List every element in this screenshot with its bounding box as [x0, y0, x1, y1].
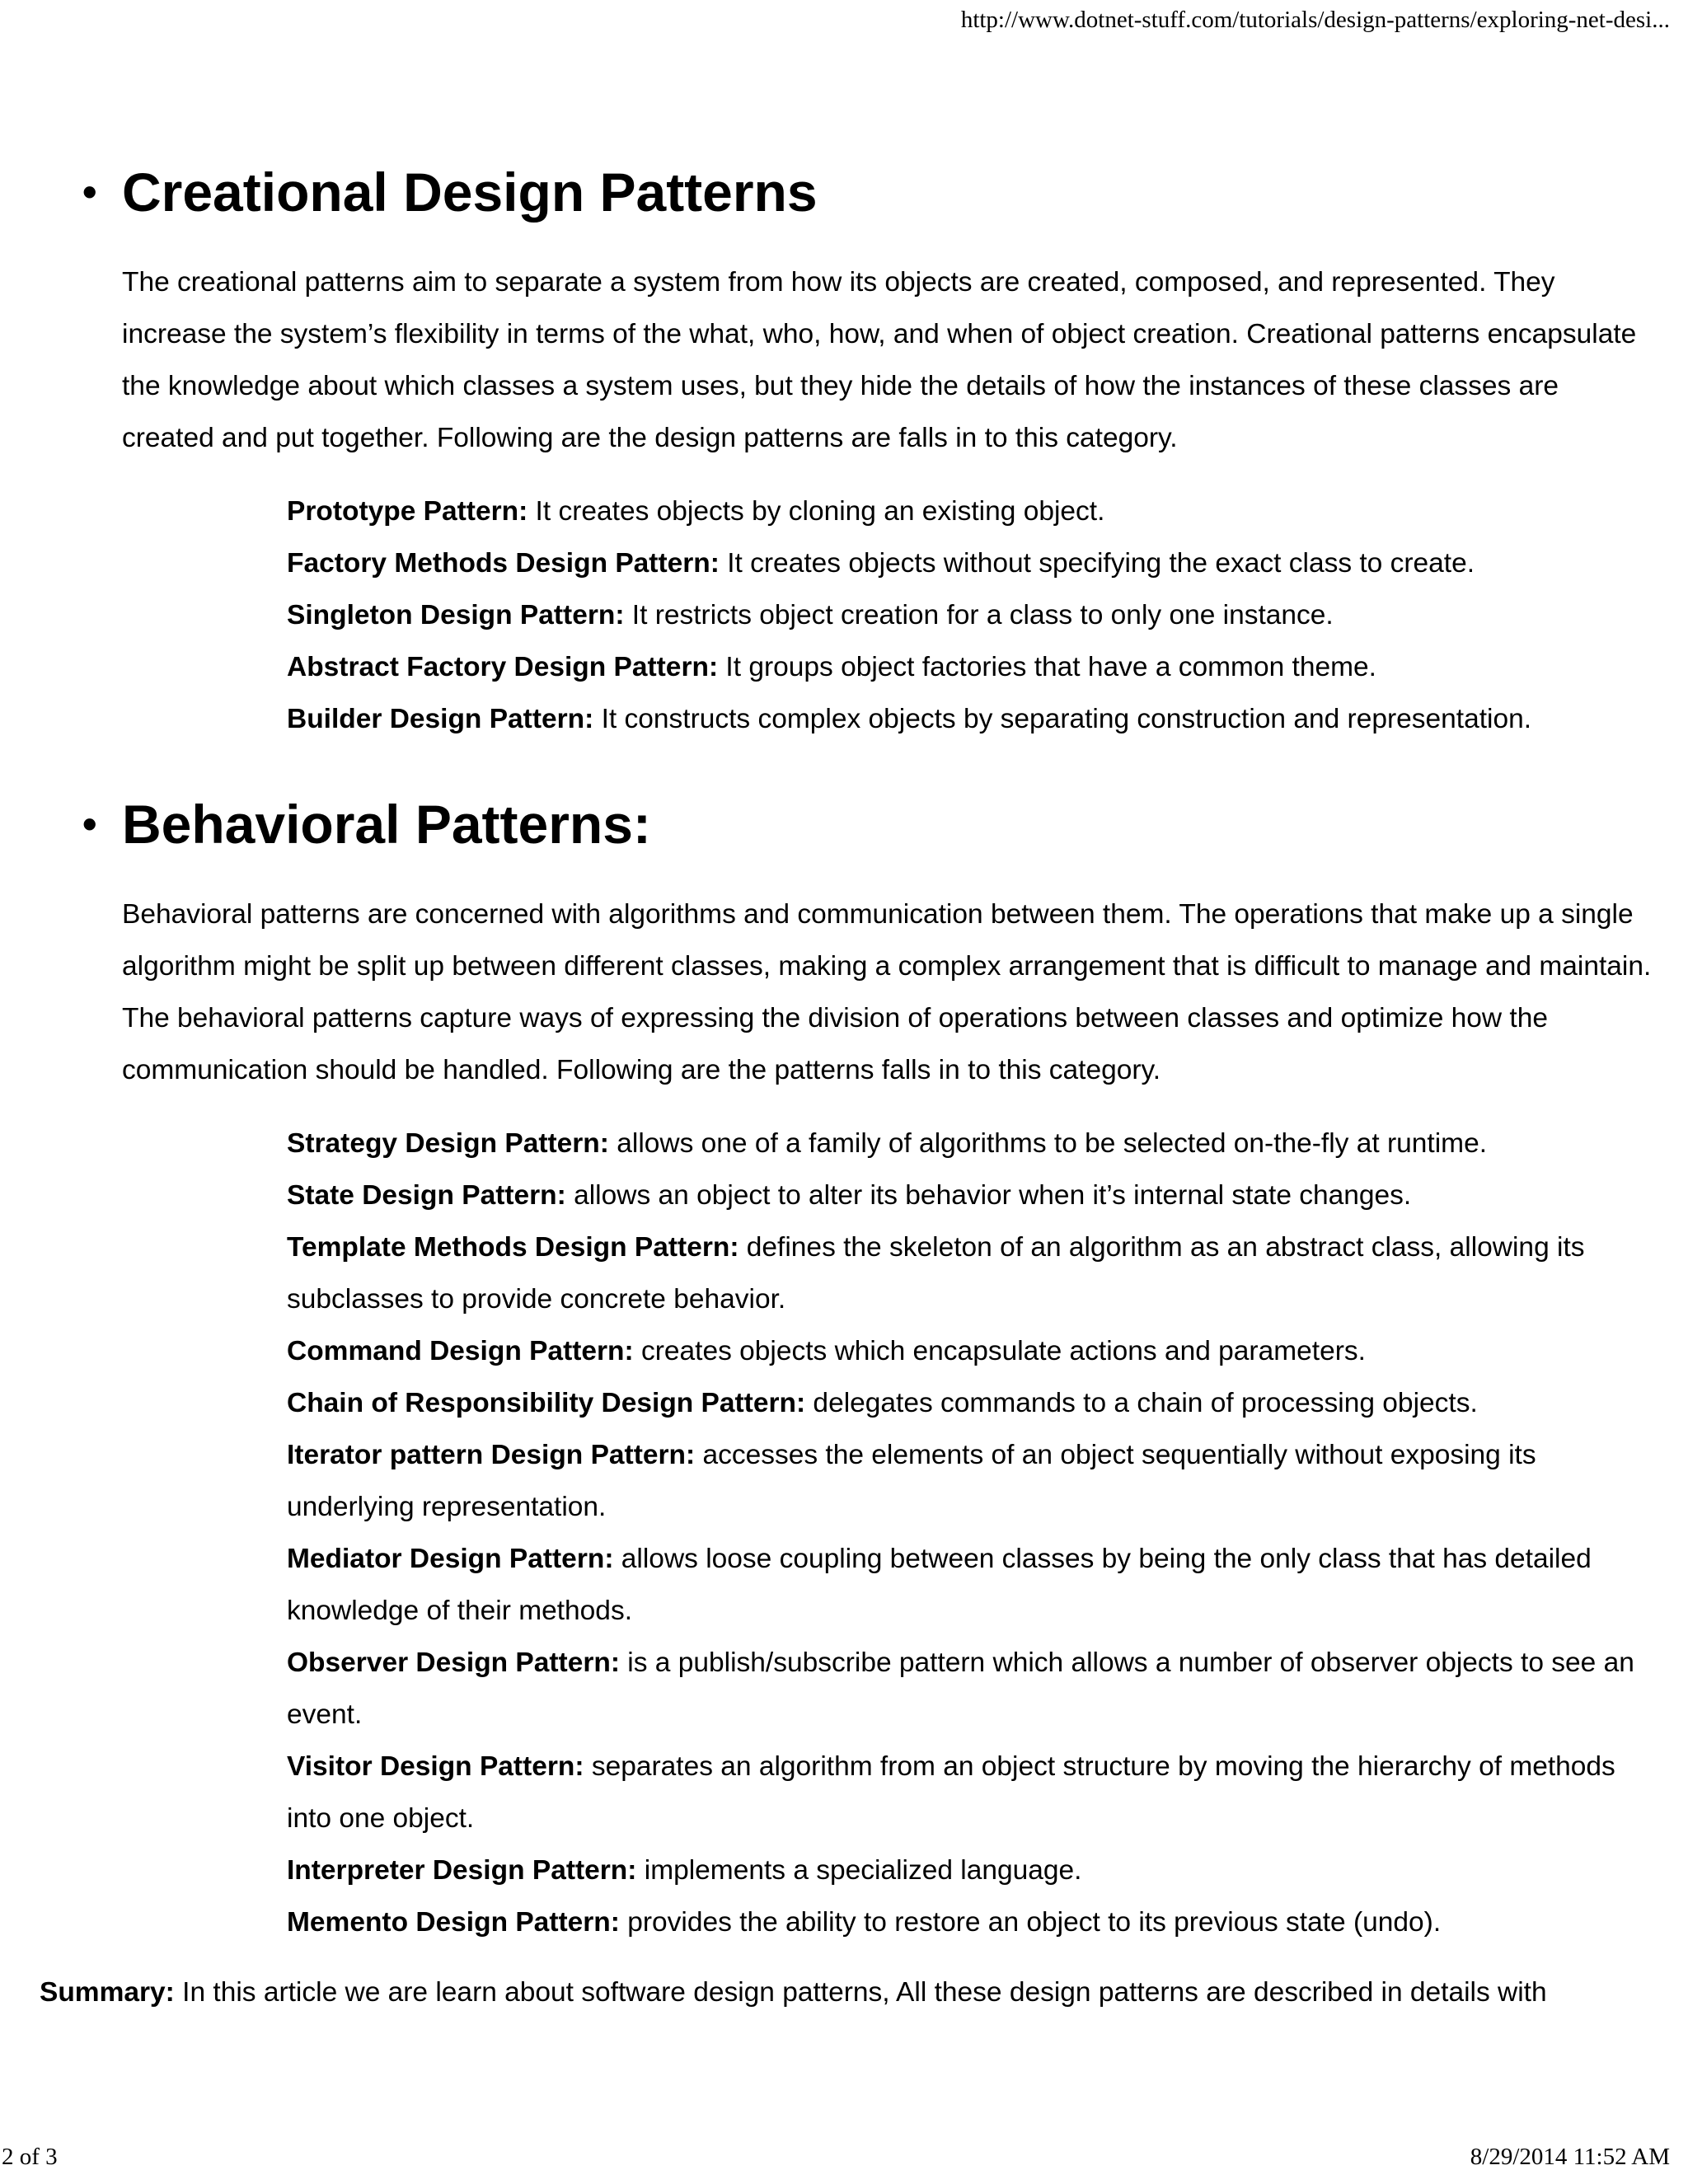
page-number: 2 of 3	[2, 2144, 58, 2170]
pattern-description: provides the ability to restore an object to its previous state (undo).	[619, 1907, 1442, 1938]
list-item	[287, 1169, 1655, 1221]
pattern-name: State Design Pattern:	[287, 1180, 566, 1211]
pattern-description: allows an object to alter its behavior when it’s internal state changes.	[565, 1180, 1412, 1211]
list-item	[287, 1118, 1655, 1169]
list-item	[287, 1533, 1655, 1637]
section-heading-creational	[82, 159, 818, 225]
list-item	[287, 589, 1655, 641]
pattern-description: It constructs complex objects by separating construction and representation.	[593, 704, 1532, 734]
list-item	[287, 1377, 1655, 1429]
summary-label: Summary:	[40, 1977, 175, 2008]
section-intro-creational: The creational patterns aim to separate a system from how its objects are created, composed, and represented. They increase the system’s flexibility in terms of the what, who, how, and when of object creation. Creational patterns encapsulate the knowledge about which classes a system uses, but they hide the details of how the instances of these classes are created and put together. Following are the design patterns are falls in to this category.	[122, 267, 1637, 453]
pattern-name: Mediator Design Pattern:	[287, 1544, 614, 1574]
list-item	[287, 1325, 1655, 1377]
list-item	[287, 1637, 1655, 1741]
section-title: Creational Design Patterns	[122, 162, 818, 223]
section-title: Behavioral Patterns:	[122, 794, 651, 855]
pattern-name: Template Methods Design Pattern:	[287, 1232, 739, 1263]
pattern-list-behavioral	[287, 1118, 1655, 1948]
list-item	[287, 641, 1655, 693]
pattern-description: It creates objects by cloning an existing object.	[528, 496, 1105, 527]
pattern-name: Observer Design Pattern:	[287, 1647, 620, 1678]
pattern-name: Iterator pattern Design Pattern:	[287, 1440, 696, 1470]
pattern-description: It groups object factories that have a common theme.	[718, 652, 1376, 682]
pattern-name: Factory Methods Design Pattern:	[287, 548, 720, 579]
list-item	[287, 537, 1655, 589]
print-timestamp: 8/29/2014 11:52 AM	[1470, 2144, 1670, 2170]
pattern-name: Visitor Design Pattern:	[287, 1751, 584, 1782]
list-item	[287, 485, 1655, 537]
section-intro-behavioral: Behavioral patterns are concerned with algorithms and communication between them. The operations that make up a single algorithm might be split up between different classes, making a complex arrangement that is difficult to manage and maintain. The behavioral patterns capture ways of expressing the division of operations between classes and optimize how the communication should be handled. Following are the patterns falls in to this category.	[122, 899, 1652, 1085]
pattern-description: defines the skeleton of an algorithm as an abstract class, allowing its subclasses to provide concrete behavior.	[287, 1232, 1585, 1315]
pattern-list-creational	[287, 485, 1655, 745]
pattern-name: Command Design Pattern:	[287, 1336, 634, 1366]
pattern-name: Abstract Factory Design Pattern:	[287, 652, 719, 682]
list-item	[287, 1844, 1655, 1896]
bullet-icon: •	[82, 801, 97, 847]
pattern-description: allows loose coupling between classes by being the only class that has detailed knowledge of their methods.	[287, 1544, 1592, 1626]
pattern-description: It creates objects without specifying the exact class to create.	[719, 548, 1475, 579]
pattern-description: separates an algorithm from an object structure by moving the hierarchy of methods into one object.	[287, 1751, 1615, 1834]
list-item	[287, 1741, 1655, 1844]
summary-paragraph	[40, 1966, 1672, 2018]
summary-text: In this article we are learn about software design patterns, All these design patterns are described in details with	[174, 1977, 1547, 2008]
pattern-name: Strategy Design Pattern:	[287, 1128, 609, 1159]
pattern-name: Memento Design Pattern:	[287, 1907, 620, 1938]
pattern-description: accesses the elements of an object sequentially without exposing its underlying representation.	[287, 1440, 1536, 1522]
pattern-description: implements a specialized language.	[636, 1855, 1082, 1886]
pattern-name: Interpreter Design Pattern:	[287, 1855, 637, 1886]
pattern-name: Singleton Design Pattern:	[287, 600, 625, 630]
pattern-name: Prototype Pattern:	[287, 496, 528, 527]
pattern-description: creates objects which encapsulate actions and parameters.	[633, 1336, 1366, 1366]
section-heading-behavioral	[82, 791, 651, 857]
pattern-description: delegates commands to a chain of processing objects.	[805, 1388, 1478, 1418]
list-item	[287, 1429, 1655, 1533]
list-item	[287, 1221, 1655, 1325]
list-item	[287, 693, 1655, 745]
list-item	[287, 1896, 1655, 1948]
pattern-description: is a publish/subscribe pattern which allows a number of observer objects to see an event.	[287, 1647, 1634, 1730]
bullet-icon: •	[82, 169, 97, 215]
pattern-description: allows one of a family of algorithms to be selected on-the-fly at runtime.	[608, 1128, 1488, 1159]
pattern-name: Chain of Responsibility Design Pattern:	[287, 1388, 806, 1418]
pattern-name: Builder Design Pattern:	[287, 704, 594, 734]
page-url: http://www.dotnet-stuff.com/tutorials/design-patterns/exploring-net-desi...	[960, 7, 1670, 33]
pattern-description: It restricts object creation for a class to only one instance.	[624, 600, 1334, 630]
